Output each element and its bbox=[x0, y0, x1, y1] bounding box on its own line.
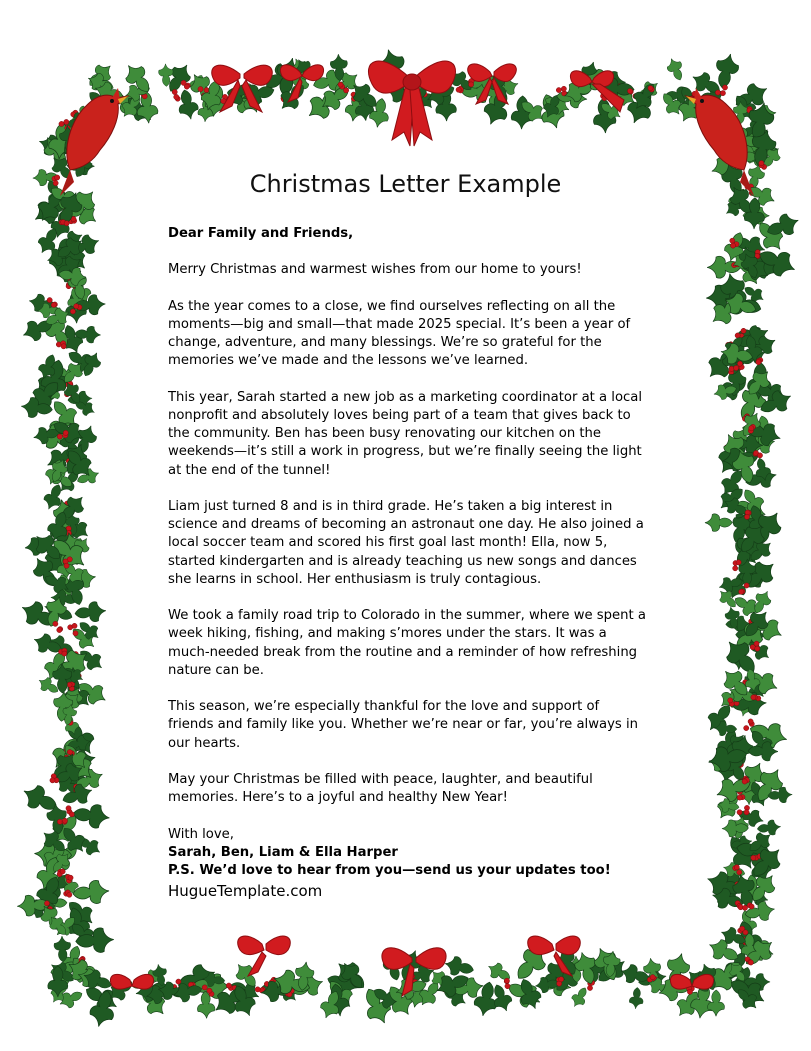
signature: Sarah, Ben, Liam & Ella Harper bbox=[168, 844, 398, 860]
website-link[interactable]: HugueTemplate.com bbox=[168, 882, 323, 901]
paragraph-4: Liam just turned 8 and is in third grade. He’s taken a big interest in science and dreams of becoming an astronaut one day. He also joined a local soccer team and scored his first goal last month! Ella, now 5, started kindergarten and is already teaching us new songs and dances she learns in school. Her enthusiasm is truly contagious. bbox=[168, 498, 644, 587]
letter-body bbox=[168, 225, 648, 902]
closing: With love, bbox=[168, 826, 234, 842]
paragraph-1: Merry Christmas and warmest wishes from our home to yours! bbox=[168, 262, 582, 278]
postscript: P.S. We’d love to hear from you—send us your updates too! bbox=[168, 862, 611, 878]
page-title: Christmas Letter Example bbox=[249, 170, 562, 198]
greeting: Dear Family and Friends, bbox=[168, 226, 354, 241]
paragraph-5: We took a family road trip to Colorado in the summer, where we spent a week hiking, fishing, and making s’mores under the stars. It was a much-needed break from the routine and a reminder of how refreshing nature can be. bbox=[168, 608, 646, 678]
paragraph-6: This season, we’re especially thankful for the love and support of friends and family like you. Whether we’re near or far, you’re always in our hearts. bbox=[168, 699, 638, 751]
paragraph-2: As the year comes to a close, we find ourselves reflecting on all the moments—big and small—that made 2025 special. It’s been a year of change, adventure, and many blessings. We’re so grateful for the memories we’ve made and the lessons we’ve learned. bbox=[168, 298, 631, 369]
paragraph-3: This year, Sarah started a new job as a marketing coordinator at a local nonprofit and absolutely loves being part of a team that gives back to the community. Ben has been busy renovating our kitchen on the weekends—it’s still a work in progress, but we’re finally seeing the light at the end of the tunnel! bbox=[168, 389, 643, 478]
paragraph-7: May your Christmas be filled with peace, laughter, and beautiful memories. Here’s to a joyful and healthy New Year! bbox=[168, 771, 593, 806]
